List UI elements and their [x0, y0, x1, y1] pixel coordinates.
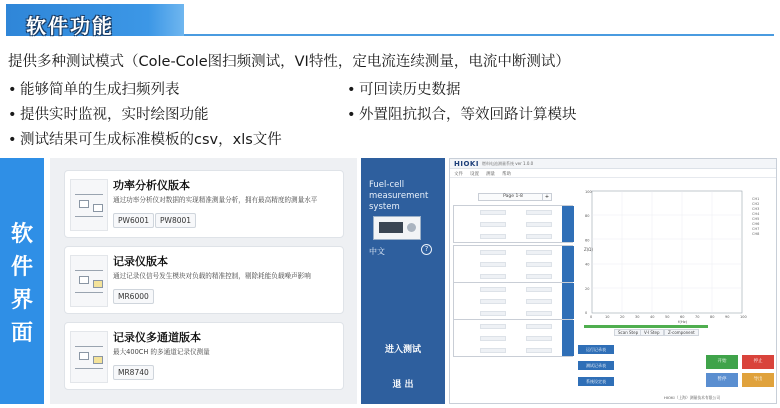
legend-entry: CH1	[752, 197, 760, 201]
hioki-logo: HIOKI	[454, 160, 479, 168]
feature-item	[8, 128, 282, 149]
x-tick-label: 20	[620, 315, 625, 319]
x-tick-label: 100	[740, 315, 747, 319]
exit-button[interactable]: 退 出	[392, 380, 414, 390]
legend-entry: CH4	[752, 212, 760, 216]
version-cards-panel	[50, 158, 357, 404]
channel-block	[453, 319, 573, 357]
x-tick-label: 60	[680, 315, 685, 319]
x-tick-label: 0	[590, 315, 593, 319]
y-tick-label: 40	[585, 262, 590, 267]
add-page-button[interactable]: +	[542, 193, 552, 201]
feature-label: 提供实时监视，实时绘图功能	[20, 107, 209, 123]
channel-block	[453, 282, 573, 320]
feature-item	[8, 103, 209, 124]
model-tag: MR6000	[113, 289, 154, 304]
system-name-line: Fuel-cell	[369, 180, 405, 190]
x-tick-label: 70	[695, 315, 700, 319]
band-char: 面	[10, 321, 33, 346]
menu-bar	[450, 170, 776, 178]
version-card-multichannel-recorder[interactable]	[64, 322, 344, 390]
software-interface-band	[0, 158, 44, 404]
bullet-icon: •	[347, 107, 356, 123]
channel-block	[453, 245, 573, 283]
circuit-diagram-thumbnail	[70, 255, 108, 307]
card-title: 记录仪多通道版本	[113, 331, 201, 344]
x-tick-label: 50	[665, 315, 670, 319]
band-label	[0, 218, 44, 350]
feature-label: 能够简单的生成扫频列表	[20, 82, 180, 98]
card-description: 通过记录仪信号发生模块对负载的精准控制，剔除耗能负载噪声影响	[113, 272, 311, 280]
model-tag: PW6001	[113, 213, 154, 228]
menu-item[interactable]: 文件	[454, 172, 463, 177]
tab-scan-step[interactable]: Scan Step	[614, 329, 642, 336]
legend-entry: CH5	[752, 217, 760, 221]
intro-text: 提供多种测试模式（Cole-Cole图扫频测试，VI特性，定电流连续测量，电流中断测试）	[8, 54, 570, 70]
enter-test-button[interactable]: 进入测试	[384, 345, 421, 355]
section-title-bar	[0, 0, 780, 38]
export-button[interactable]: 导出	[742, 373, 774, 387]
legend-entry: CH7	[752, 227, 760, 231]
feature-label: 可回读历史数据	[359, 82, 461, 98]
legend-entry: CH6	[752, 222, 760, 226]
window-title: 燃料电池测量系统 ver 1.0.0	[482, 161, 534, 166]
page-title: 软件功能	[26, 14, 114, 38]
x-tick-label: 40	[650, 315, 655, 319]
model-tag: MR8740	[113, 365, 154, 380]
tab-vi-step[interactable]: V-I Step	[640, 329, 664, 336]
progress-bar	[584, 325, 708, 328]
feature-item	[347, 78, 461, 99]
y-tick-label: 80	[585, 214, 590, 219]
legend-entry: CH8	[752, 232, 760, 236]
system-name	[369, 180, 428, 213]
bullet-icon: •	[8, 132, 17, 148]
bullet-icon: •	[8, 107, 17, 123]
y-tick-label: 0	[585, 311, 588, 315]
legend-entry: CH3	[752, 207, 760, 211]
card-description: 通过功率分析仪对数据的实现精准测量分析，拥有最高精度的测量水平	[113, 196, 318, 204]
x-tick-label: 90	[725, 315, 730, 319]
start-button[interactable]: 开始	[706, 355, 738, 369]
pause-button[interactable]: 暂停	[706, 373, 738, 387]
test-log-button[interactable]: 测试记录表	[578, 361, 614, 370]
x-tick-label: 30	[635, 315, 640, 319]
title-tab	[6, 4, 184, 36]
app-header	[450, 159, 776, 169]
feature-item	[8, 78, 180, 99]
circuit-diagram-thumbnail	[70, 179, 108, 231]
menu-item[interactable]: 设置	[470, 172, 479, 177]
system-name-line: measurement	[369, 191, 429, 201]
system-settings-button[interactable]: 系统设定表	[578, 377, 614, 386]
band-char: 界	[10, 288, 33, 313]
x-axis-label: f(Hz)	[678, 319, 688, 324]
y-axis-label: Z(Ω)	[584, 247, 593, 252]
instrument-icon	[373, 216, 421, 240]
channel-block	[453, 205, 573, 243]
feature-item	[347, 103, 577, 124]
x-tick-label: 80	[710, 315, 715, 319]
feature-label: 测试结果可生成标准模板的csv，xls文件	[20, 132, 282, 148]
menu-item[interactable]: 帮助	[502, 172, 511, 177]
band-char: 件	[10, 255, 33, 280]
card-title: 功率分析仪版本	[113, 179, 190, 192]
y-tick-label: 60	[585, 238, 590, 243]
bullet-icon: •	[8, 82, 17, 98]
language-select[interactable]: 中文	[369, 247, 385, 256]
version-card-recorder[interactable]	[64, 246, 344, 314]
x-tick-label: 10	[605, 315, 610, 319]
measurement-chart	[584, 189, 770, 319]
menu-item[interactable]: 测量	[486, 172, 495, 177]
version-card-power-analyzer[interactable]	[64, 170, 344, 238]
run-log-button[interactable]: 运行记录表	[578, 345, 614, 354]
mode-tabs	[614, 329, 704, 336]
bullet-icon: •	[347, 82, 356, 98]
card-description: 最大400CH 的多通道记录仪测量	[113, 348, 210, 356]
y-tick-label: 20	[585, 286, 590, 291]
feature-label: 外置阻抗拟合，等效回路计算模块	[359, 107, 577, 123]
status-text: HIOKI（上海）测量技术有限公司	[664, 395, 721, 400]
measurement-app-window	[449, 158, 777, 404]
title-underline	[184, 34, 774, 36]
band-char: 软	[10, 222, 33, 247]
system-name-line: system	[369, 202, 400, 212]
model-tag: PW8001	[155, 213, 196, 228]
launcher-panel	[361, 158, 445, 404]
help-icon[interactable]: ?	[421, 244, 432, 255]
tab-z-component[interactable]: Z-component	[664, 329, 699, 336]
card-title: 记录仪版本	[113, 255, 168, 268]
page-selector[interactable]: Page 1-8	[478, 193, 548, 201]
circuit-diagram-thumbnail	[70, 331, 108, 383]
legend-entry: CH2	[752, 202, 760, 206]
stop-button[interactable]: 停止	[742, 355, 774, 369]
y-tick-label: 100	[585, 190, 592, 194]
